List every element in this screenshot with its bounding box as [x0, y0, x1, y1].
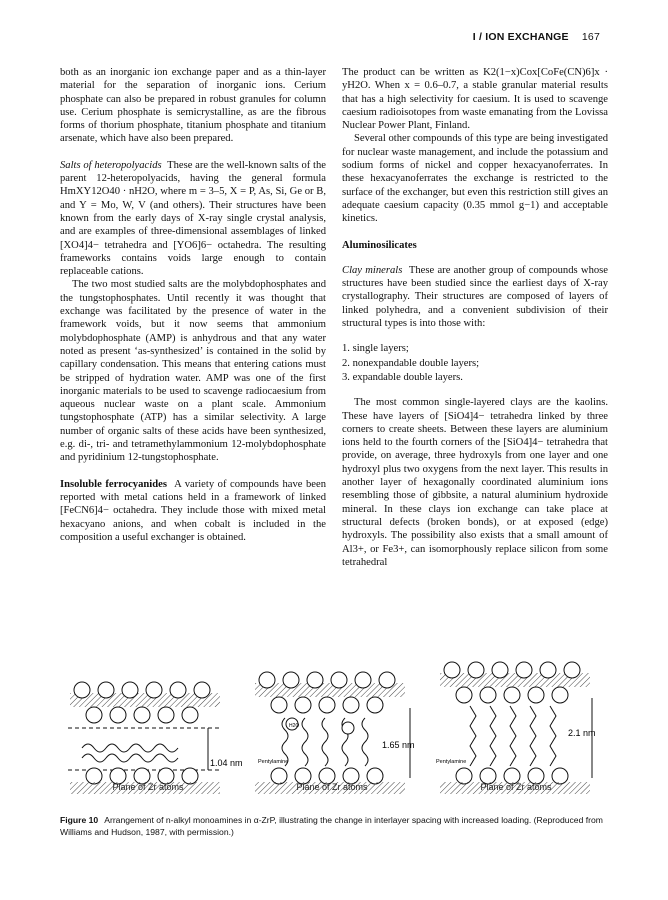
runin-ferrocyanides: Insoluble ferrocyanides	[60, 478, 167, 490]
left-paragraph-4	[60, 478, 326, 544]
panel-1	[68, 682, 243, 794]
caption-text: Arrangement of n-alkyl monoamines in α-ZrP, illustrating the change in interlayer spacing with increased loading. (Reproduced from Williams and Hudson, 1987, with permission.)	[60, 815, 603, 837]
water-label: H2O	[289, 723, 300, 729]
running-header	[0, 31, 600, 43]
left-column	[60, 66, 326, 544]
left-paragraph-3: The two most studied salts are the molybdophosphates and the tungstophosphates. Until recently it was thought that exchange was facilitated by the presence of water in the framework voids, but it now seems that ammonium molybdophosphate (AMP) is anhydrous and that any water noted as present ‘as-synthesized’ is contained in the solid by capillary condensation. This means that entering cations must be stripped of hydration water. AMP was one of the first inorganic materials to be used to scavenge radiocaesium from aqueous nuclear waste on a plant scale. Ammonium tungstophosphate (ATP) has a similar selectivity. A large number of organic salts of these acids have been synthesized, e.g. di-, tri- and tetramethylammonium 12-molybdophosphate and pyridinium 12-tungstophosphate.	[60, 279, 326, 464]
alkyl-chain	[82, 744, 178, 752]
right-paragraph-4: The most common single-layered clays are the kaolins. These have layers of [SiO4]4− tetrahedra linked by three corners to create sheets. Between these layers are aluminium ions held to the fourth corners of the [SiO4]4− tetrahedra that provide, on average, three hydroxyls from one layer and one hydroxyl plus two oxygens from the next layer. This results in another layer of hexagonally coordinated aluminium ions resembling those of gibbsite, a natural aluminium hydroxide mineral. In these clays ion exchange can take place at structural defects (broken bonds), or at exposed (edge) hydroxyls. The possibility also exists that a small amount of Al3+, or Fe3+, can isomorphously replace silicon from some tetrahedral	[342, 397, 608, 568]
panel-2	[255, 672, 415, 794]
plane-label-3: Plane of Zr atoms	[480, 782, 552, 792]
list-item: 1. single layers;	[342, 343, 409, 355]
figure-caption	[60, 814, 612, 838]
runin-clay-minerals: Clay minerals	[342, 264, 403, 276]
right-paragraph-1: The product can be written as K2(1−x)Cox[CoFe(CN)6]x · yH2O. When x = 0.6–0.7, a stable granular material results that has a high selectivity for caesium. It is used to scavenge caesium radioisotopes from waste emanating from the Lovissa Nuclear Power Plant, Finland.	[342, 67, 608, 132]
left-paragraph-4-text: A variety of compounds have been reported with metal cations held in a framework of linked [FeCN6]4− octahedra. They include those with mixed metal hexacyano anions, and when cobalt is included in the composition a useful exchanger is obtained.	[60, 478, 327, 543]
figure-10	[60, 658, 608, 808]
molecule-label-3: Pentylamine	[436, 759, 467, 765]
figure-label: Figure 10	[60, 815, 99, 825]
panel-3	[436, 662, 596, 794]
page-number: 167	[581, 31, 600, 43]
right-column	[342, 66, 608, 569]
left-paragraph-2	[60, 159, 326, 279]
right-paragraph-3-text: These are another group of compounds whose structures have been studied since the earliest days of X-ray crystallography. Their structures are composed of layers of linked polyhedra, and a convenient subdivision of their structural types is into those with:	[342, 264, 608, 330]
section-heading-aluminosilicates: Aluminosilicates	[342, 239, 417, 251]
plane-label-1: Plane of Zr atoms	[112, 782, 184, 792]
list-item: 3. expandable double layers.	[342, 371, 463, 383]
spacing-label-2: 1.65 nm	[382, 740, 415, 750]
clay-types-list	[342, 342, 608, 384]
spacing-label-3: 2.1 nm	[568, 728, 596, 738]
left-paragraph-2-text: These are the well-known salts of the parent 12-heteropolyacids, having the general formula HmXY12O40 · nH2O, where m = 3–5, X = P, As, Si, Ge or B, and Y = Mo, W, V (and others). Their structures have been known from the early days of X-ray single crystal analysis, and are examples of three-dimensional assemblages of linked [XO4]4− tetrahedra and [YO6]6− octahedra. The resulting frameworks contains voids large enough to contain replaceable cations.	[60, 159, 326, 278]
list-item: 2. nonexpandable double layers;	[342, 357, 480, 369]
plane-label-2: Plane of Zr atoms	[296, 782, 368, 792]
alkyl-chain	[82, 754, 178, 762]
left-paragraph-1: both as an inorganic ion exchange paper and as a thin-layer material for the separation of inorganic ions. Cerium phosphate can also be prepared in robust granules for column use. Cerium phosphate is semicrystalline, as are the fibrous forms of thorium phosphate, titanium phosphate and titanium arsenate, which have also been prepared.	[60, 67, 326, 145]
molecule-label-2: Pentylamine	[258, 759, 289, 765]
right-paragraph-3	[342, 264, 608, 330]
spacing-label-1: 1.04 nm	[210, 758, 243, 768]
runin-heteropolyacids: Salts of heteropolyacids	[60, 159, 162, 171]
right-paragraph-2: Several other compounds of this type are being investigated for nuclear waste management, and include the potassium and sodium forms of nickel and copper hexacyanoferrates. In these hexacyanoferrates the exchange is restricted to the surface of the exchanger, but even this restriction still gives an adequate caesium capacity (0.35 mmol g−1) and acceptable kinetics.	[342, 133, 608, 225]
figure-10-diagram	[60, 658, 608, 808]
header-section: I / ION EXCHANGE	[472, 31, 569, 43]
alkyl-chains	[470, 706, 556, 766]
